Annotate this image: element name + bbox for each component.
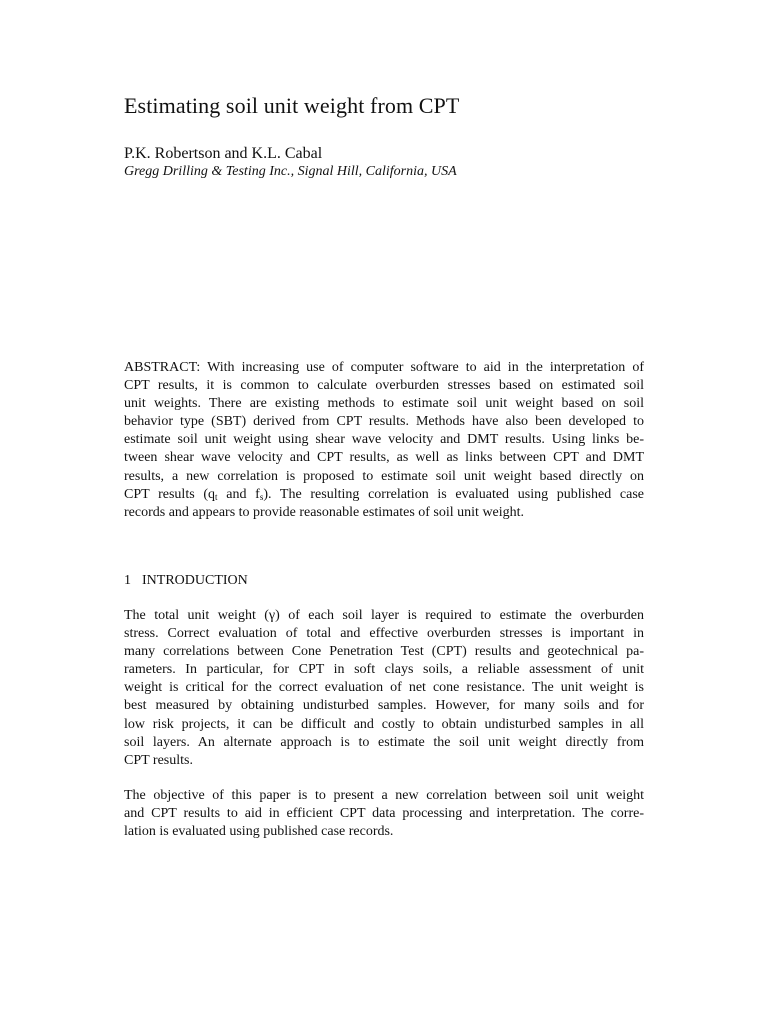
abstract-line-part: and f: [217, 486, 260, 502]
introduction-paragraph-1: [124, 607, 644, 770]
abstract-line: unit weights. There are existing methods to estimate soil unit weight based on soil: [124, 396, 644, 412]
paragraph-line: The objective of this paper is to present a new correlation between soil unit weight: [124, 788, 644, 803]
subscript-t: t: [215, 491, 218, 502]
paragraph-line: and CPT results to aid in efficient CPT data processing and interpretation. The corre-: [124, 806, 644, 822]
abstract-line: tween shear wave velocity and CPT results, as well as links between CPT and DMT: [124, 450, 644, 466]
abstract-line: records and appears to provide reasonable estimates of soil unit weight.: [124, 504, 525, 520]
abstract-line-with-subscripts: [124, 486, 644, 504]
paragraph-line: many correlations between Cone Penetration Test (CPT) results and geotechnical pa-: [124, 644, 644, 660]
paragraph-line: lation is evaluated using published case records.: [124, 824, 394, 840]
abstract-line: results, a new correlation is proposed to estimate soil unit weight based directly on: [124, 468, 644, 484]
section-title: INTRODUCTION: [142, 573, 248, 588]
abstract-line: CPT results, it is common to calculate overburden stresses based on estimated soil: [124, 378, 644, 394]
paragraph-line: soil layers. An alternate approach is to estimate the soil unit weight directly from: [124, 734, 644, 750]
paragraph-line: The total unit weight (γ) of each soil layer is required to estimate the overburden: [124, 608, 644, 623]
abstract-line: ABSTRACT: With increasing use of computer software to aid in the interpretation of: [124, 360, 644, 375]
paragraph-line: rameters. In particular, for CPT in soft clays soils, a reliable assessment of unit: [124, 662, 644, 678]
abstract-line-part: CPT results (q: [124, 486, 216, 502]
abstract-line: estimate soil unit weight using shear wave velocity and DMT results. Using links be-: [124, 432, 644, 448]
paper-authors: P.K. Robertson and K.L. Cabal: [124, 145, 323, 162]
section-heading-introduction: [124, 573, 248, 589]
paragraph-line: stress. Correct evaluation of total and effective overburden stresses is important in: [124, 626, 644, 642]
paper-affiliation: Gregg Drilling & Testing Inc., Signal Hill, California, USA: [124, 164, 457, 179]
paragraph-line: low risk projects, it can be difficult and costly to obtain undisturbed samples in all: [124, 716, 644, 732]
introduction-paragraph-2: [124, 787, 644, 841]
abstract: [124, 359, 644, 522]
paragraph-line: CPT results.: [124, 752, 193, 768]
section-number: 1: [124, 573, 131, 588]
subscript-s: s: [259, 491, 264, 502]
abstract-line-part: ). The resulting correlation is evaluated using published case: [263, 486, 644, 502]
abstract-line: behavior type (SBT) derived from CPT results. Methods have also been developed to: [124, 414, 644, 430]
paragraph-line: weight is critical for the correct evaluation of net cone resistance. The unit weight is: [124, 680, 644, 696]
paragraph-line: best measured by obtaining undisturbed samples. However, for many soils and for: [124, 698, 644, 714]
paper-title: Estimating soil unit weight from CPT: [124, 93, 460, 118]
